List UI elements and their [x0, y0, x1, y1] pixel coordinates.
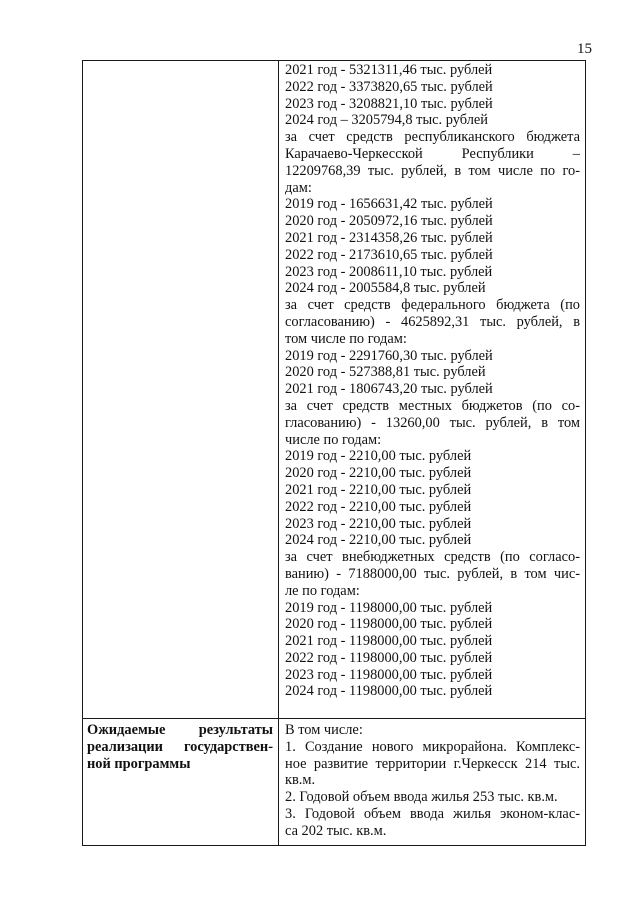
- text-line: ной программы: [87, 755, 191, 772]
- text-line: 2024 год – 3205794,8 тыс. рублей: [285, 112, 488, 129]
- text-line: ванию) - 7188000,00 тыс. рублей, в том чис-: [285, 565, 580, 582]
- text-line: ле по годам:: [285, 582, 360, 599]
- text-line: 3. Годовой объем ввода жилья эконом-клас-: [285, 805, 580, 822]
- text-line: са 202 тыс. кв.м.: [285, 822, 387, 839]
- text-line: 2023 год - 1198000,00 тыс. рублей: [285, 666, 493, 683]
- text-line: 2019 год - 2210,00 тыс. рублей: [285, 448, 472, 465]
- text-line: 2023 год - 2008611,10 тыс. рублей: [285, 263, 493, 280]
- expected-results-label: [87, 722, 273, 772]
- text-line: Карачаево-Черкесской Республики –: [285, 145, 580, 162]
- column-divider: [278, 61, 279, 845]
- text-line: 2021 год - 2210,00 тыс. рублей: [285, 481, 472, 498]
- text-line: 2022 год - 2210,00 тыс. рублей: [285, 498, 472, 515]
- text-line: за счет средств местных бюджетов (по со-: [285, 397, 580, 414]
- text-line: ное развитие территории г.Черкесск 214 тыс.: [285, 755, 580, 772]
- text-line: 2021 год - 2314358,26 тыс. рублей: [285, 229, 493, 246]
- text-line: 1. Создание нового микрорайона. Комплекс-: [285, 738, 580, 755]
- text-line: 2019 год - 1656631,42 тыс. рублей: [285, 196, 493, 213]
- expected-results-cell: [285, 722, 580, 840]
- funding-cell: [285, 62, 580, 700]
- text-line: 2020 год - 2210,00 тыс. рублей: [285, 465, 472, 482]
- text-line: числе по годам:: [285, 431, 382, 448]
- text-line: гласованию) - 13260,00 тыс. рублей, в том: [285, 414, 580, 431]
- text-line: В том числе:: [285, 722, 363, 738]
- text-line: за счет средств республиканского бюджета: [285, 129, 580, 146]
- text-line: 2023 год - 3208821,10 тыс. рублей: [285, 95, 493, 112]
- text-line: 2023 год - 2210,00 тыс. рублей: [285, 515, 472, 532]
- text-line: согласованию) - 4625892,31 тыс. рублей, в: [285, 313, 580, 330]
- text-line: 2022 год - 3373820,65 тыс. рублей: [285, 78, 493, 95]
- text-line: 2019 год - 1198000,00 тыс. рублей: [285, 599, 493, 616]
- text-line: 2021 год - 1198000,00 тыс. рублей: [285, 633, 493, 650]
- text-line: 2024 год - 1198000,00 тыс. рублей: [285, 683, 493, 700]
- text-line: 2020 год - 527388,81 тыс. рублей: [285, 364, 486, 381]
- text-line: 2024 год - 2005584,8 тыс. рублей: [285, 280, 486, 297]
- text-line: реализации государствен-: [87, 738, 273, 755]
- text-line: за счет средств федерального бюджета (по: [285, 297, 580, 314]
- row-divider: [83, 718, 585, 719]
- text-line: 2019 год - 2291760,30 тыс. рублей: [285, 347, 493, 364]
- program-table: [82, 60, 586, 846]
- text-line: 2020 год - 2050972,16 тыс. рублей: [285, 213, 493, 230]
- page-number: 15: [577, 41, 592, 57]
- text-line: том числе по годам:: [285, 330, 407, 347]
- text-line: 2. Годовой объем ввода жилья 253 тыс. кв.м.: [285, 789, 558, 806]
- text-line: Ожидаемые результаты: [87, 722, 273, 738]
- text-line: 2022 год - 2173610,65 тыс. рублей: [285, 246, 493, 263]
- text-line: дам:: [285, 179, 312, 196]
- text-line: 2022 год - 1198000,00 тыс. рублей: [285, 649, 493, 666]
- text-line: 12209768,39 тыс. рублей, в том числе по го-: [285, 162, 580, 179]
- text-line: 2021 год - 1806743,20 тыс. рублей: [285, 381, 493, 398]
- text-line: кв.м.: [285, 772, 316, 789]
- text-line: за счет внебюджетных средств (по согласо-: [285, 549, 580, 566]
- text-line: 2020 год - 1198000,00 тыс. рублей: [285, 616, 493, 633]
- text-line: 2024 год - 2210,00 тыс. рублей: [285, 532, 472, 549]
- text-line: 2021 год - 5321311,46 тыс. рублей: [285, 62, 493, 78]
